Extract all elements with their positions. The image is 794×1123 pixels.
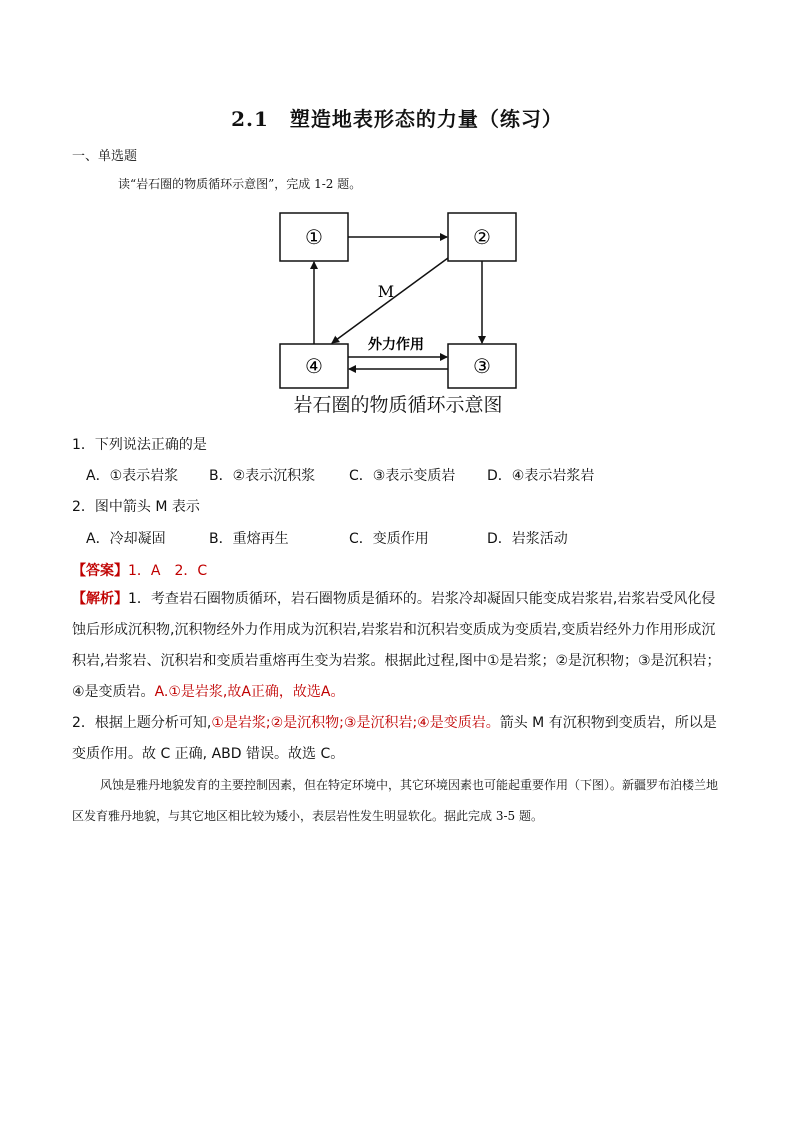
analysis-paragraph-2 xyxy=(72,708,724,770)
analysis-p1-text: 1．考查岩石圈物质循环，岩石圈物质是循环的。岩浆冷却凝固只能变成岩浆岩,岩浆岩受风化侵蚀后形成沉积物,沉积物经外力作用成为沉积岩,岩浆岩和沉积岩变质成为变质岩,变质岩经外力作用形成沉积岩,岩浆岩、沉积岩和变质岩重熔再生变为岩浆。根据此过程,图中①是岩浆；②是沉积物；③是沉积岩；④是变质岩。 xyxy=(72,591,721,700)
answer-line xyxy=(72,560,207,580)
question-intro: 读“岩石圈的物质循环示意图”，完成 1-2 题。 xyxy=(118,177,362,191)
analysis-p1-conclusion: A.①是岩浆,故A正确，故选A。 xyxy=(154,684,345,700)
question-1-option-c: C．③表示变质岩 xyxy=(349,468,456,484)
arrow-label-external-force: 外力作用 xyxy=(368,337,424,353)
question-2-option-c: C．变质作用 xyxy=(349,531,429,547)
analysis-p2-conclusion: 箭头 M 有沉积物到变质岩，所以是变质作用。故 C 正确, ABD 错误。故选 C。 xyxy=(72,715,717,762)
question-1-option-a: A．①表示岩浆 xyxy=(86,468,179,484)
question-1-option-d: D．④表示岩浆岩 xyxy=(487,468,595,484)
analysis-tag: 【解析】 xyxy=(72,591,128,607)
question-2-stem: 2．图中箭头 M 表示 xyxy=(72,499,200,515)
question-1-option-b: B．②表示沉积浆 xyxy=(209,468,316,484)
box-label-2: ② xyxy=(473,225,491,249)
box-label-3: ③ xyxy=(473,354,491,378)
question-1-stem: 1．下列说法正确的是 xyxy=(72,437,207,453)
box-label-4: ④ xyxy=(305,354,323,378)
section-heading: 一、单选题 xyxy=(72,149,138,164)
analysis-p2-lead: 2．根据上题分析可知, xyxy=(72,715,212,731)
box-label-1: ① xyxy=(305,225,323,249)
question-2-option-d: D．岩浆活动 xyxy=(487,531,568,547)
analysis-paragraph-1 xyxy=(72,584,724,708)
question-2-option-a: A．冷却凝固 xyxy=(86,531,166,547)
page-title: 2.1 塑造地表形态的力量（练习） xyxy=(231,107,563,131)
answer-tag: 【答案】 xyxy=(72,563,128,579)
question-2-option-b: B．重熔再生 xyxy=(209,531,289,547)
diagram-caption: 岩石圈的物质循环示意图 xyxy=(293,394,503,416)
analysis-p2-highlight: ①是岩浆;②是沉积物;③是沉积岩;④是变质岩。 xyxy=(211,715,500,731)
answer-text: 1．A 2．C xyxy=(128,563,208,579)
next-question-intro: 风蚀是雅丹地貌发育的主要控制因素，但在特定环境中，其它环境因素也可能起重要作用（下图）。新疆罗布泊楼兰地区发育雅丹地貌，与其它地区相比较为矮小，表层岩性发生明显软化。据此完成 3-5 题。 xyxy=(72,778,719,823)
arrow-label-m: M xyxy=(377,282,395,301)
